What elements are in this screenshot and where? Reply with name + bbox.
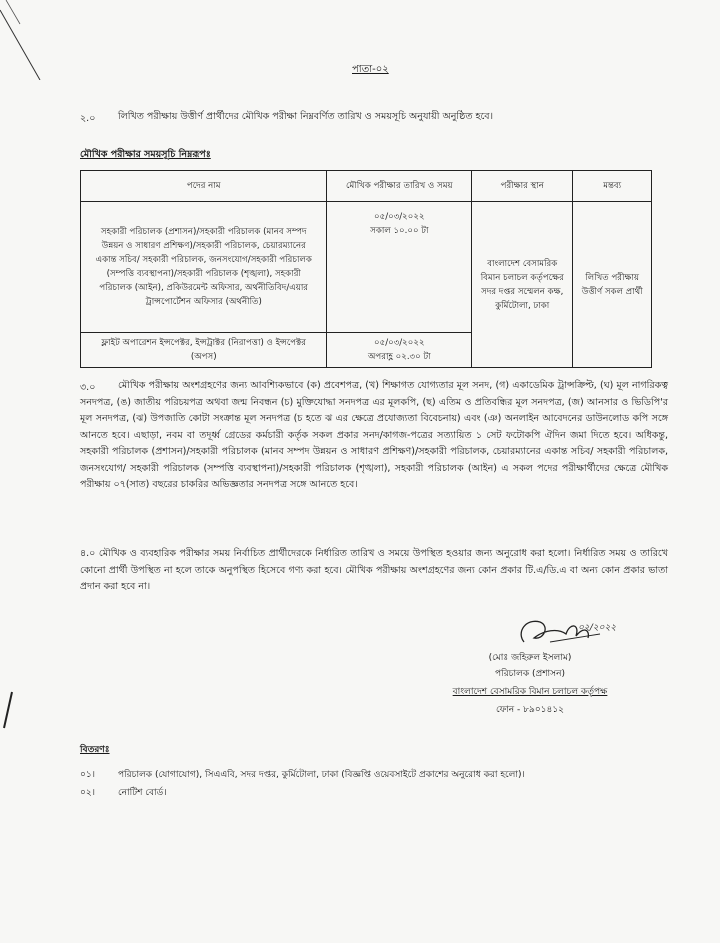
organization-name: বাংলাদেশ বেসামরিক বিমান চলাচল কর্তৃপক্ষ — [452, 687, 608, 697]
post-names-cell: সহকারী পরিচালক (প্রশাসন)/সহকারী পরিচালক (মানব সম্পদ উন্নয়ন ও সাধারণ প্রশিক্ষণ)/সহকারী পরিচালক, চেয়ারম্যানের একান্ত সচিব/ সহকারী পরিচালক, জনসংযোগ/সহকারী পরিচালক (সম্পত্তি ব্যবস্থাপনা)/সহকারী পরিচালক (শৃঙ্খলা), সহকারী পরিচালক (আইন), প্রকিউরমেন্ট অফিসার, অর্থনীতিবিদ/এয়ার ট্রান্সপোর্টেশন অফিসার (অর্থনীতি) — [81, 202, 327, 333]
signature-date: ০২/২০২২ — [578, 623, 617, 633]
date-time-cell — [327, 333, 472, 368]
page-number: পাতা-০২ — [352, 64, 389, 75]
schedule-heading: মৌখিক পরীক্ষার সময়সূচি নিম্নরূপঃ — [80, 149, 211, 160]
exam-time: অপরাহ্ণ ০২.৩০ টা — [367, 352, 431, 362]
signatory-name: (মোঃ জহিরুল ইসলাম) — [488, 653, 572, 663]
distribution-item-number: ০২। — [80, 788, 95, 798]
distribution-label: বিতরণঃ — [80, 745, 110, 755]
exam-time: সকাল ১০.০০ টা — [370, 226, 429, 236]
schedule-table — [80, 170, 652, 368]
section-4-block — [80, 546, 668, 596]
distribution-item-number: ০১। — [80, 770, 95, 780]
header-place: পরীক্ষার স্থান — [472, 171, 573, 202]
section-3-number: ৩.০ — [80, 382, 96, 393]
header-date-time: মৌখিক পরীক্ষার তারিখ ও সময় — [327, 171, 472, 202]
section-4-number: ৪.০ — [80, 548, 96, 559]
exam-date: ০৫/০৩/২০২২ — [374, 212, 425, 222]
section-2-number: ২.০ — [80, 113, 96, 124]
distribution-item-text: পরিচালক (যোগাযোগ), সিএএবি, সদর দপ্তর, কুর্মিটোলা, ঢাকা (বিজ্ঞপ্তি ওয়েবসাইটে প্রকাশের অনুরোধ করা হলো)। — [118, 770, 525, 780]
header-remarks: মন্তব্য — [573, 171, 652, 202]
margin-mark — [0, 690, 20, 730]
table-row — [81, 202, 652, 333]
exam-date: ০৫/০৩/২০২২ — [374, 338, 425, 348]
section-2-text: লিখিত পরীক্ষায় উত্তীর্ণ প্রার্থীদের মৌখিক পরীক্ষা নিম্নবর্ণিত তারিখ ও সময়সূচি অনুযায়ী অনুষ্ঠিত হবে। — [118, 111, 493, 122]
post-names-cell: ফ্লাইট অপারেশন ইন্সপেক্টর, ইন্সট্রাক্টর (নিরাপত্তা) ও ইন্সপেক্টর (অপস) — [81, 333, 327, 368]
signatory-designation: পরিচালক (প্রশাসন) — [495, 669, 565, 679]
header-post-name: পদের নাম — [81, 171, 327, 202]
phone-number: ফোন - ৮৯০১৪১২ — [495, 705, 565, 715]
scan-edge-mark — [0, 0, 60, 80]
date-time-cell — [327, 202, 472, 333]
remarks-cell: লিখিত পরীক্ষায় উত্তীর্ণ সকল প্রার্থী — [573, 202, 652, 368]
section-3-text: মৌখিক পরীক্ষায় অংশগ্রহণের জন্য আবশ্যিকভাবে (ক) প্রবেশপত্র, (খ) শিক্ষাগত যোগ্যতার মূল সনদ, (গ) একাডেমিক ট্রান্সক্রিপ্ট, (ঘ) মূল নাগরিকত্ব সনদপত্র, (ঙ) জাতীয় পরিচয়পত্র অথবা জন্ম নিবন্ধন (চ) মুক্তিযোদ্ধা সনদপত্র এর মূলকপি, (ছ) এতিম ও প্রতিবন্ধির মূল সনদপত্র, (জ) আনসার ও ভিডিপি'র মূল সনদপত্র, (ঝ) উপজাতি কোটা সংক্রান্ত মূল সনদপত্র (চ হতে ঝ এর ক্ষেত্রে প্রযোজ্যতা বিবেচনায়) এবং (ঞ) অনলাইন আবেদনের ডাউনলোড কপি সঙ্গে আনতে হবে। এছাড়া, নবম বা তদূর্ধ্ব গ্রেডের কর্মচারী কর্তৃক সকল প্রকার সনদ/কাগজ-পত্রের সত্যায়িত ১ সেট ফটোকপি ঐদিন জমা দিতে হবে। অধিকন্তু, সহকারী পরিচালক (প্রশাসন)/সহকারী পরিচালক (মানব সম্পদ উন্নয়ন ও সাধারণ প্রশিক্ষণ)/সহকারী পরিচালক, চেয়ারম্যানের একান্ত সচিব/ সহকারী পরিচালক, জনসংযোগ/ সহকারী পরিচালক (সম্পত্তি ব্যবস্থাপনা)/সহকারী পরিচালক (শৃঙ্খলা), সহকারী পরিচালক (আইন) এ সকল পদের পরীক্ষার্থীদের ক্ষেত্রে মৌখিক পরীক্ষায় ০৭(সাত) বছরের চাকরির অভিজ্ঞতার সনদপত্র সঙ্গে আনতে হবে। — [80, 380, 668, 490]
distribution-item-text: নোটিশ বোর্ড। — [118, 788, 167, 798]
table-header-row — [81, 171, 652, 202]
section-4-text: মৌখিক ও ব্যবহারিক পরীক্ষার সময় নির্বাচিত প্রার্থীদেরকে নির্ধারিত তারিখ ও সময়ে উপস্থিত হওয়ার জন্য অনুরোধ করা হলো। নির্ধারিত সময় ও তারিখে কোনো প্রার্থী উপস্থিত না হলে তাকে অনুপস্থিত হিসেবে গণ্য করা হবে। মৌখিক পরীক্ষায় অংশগ্রহণের জন্য কোন প্রকার টি.এ/ডি.এ বা অন্য কোন প্রকার ভাতা প্রদান করা হবে না। — [80, 548, 668, 592]
place-cell: বাংলাদেশ বেসামরিক বিমান চলাচল কর্তৃপক্ষের সদর দপ্তর সম্মেলন কক্ষ, কুর্মিটোলা, ঢাকা — [472, 202, 573, 368]
